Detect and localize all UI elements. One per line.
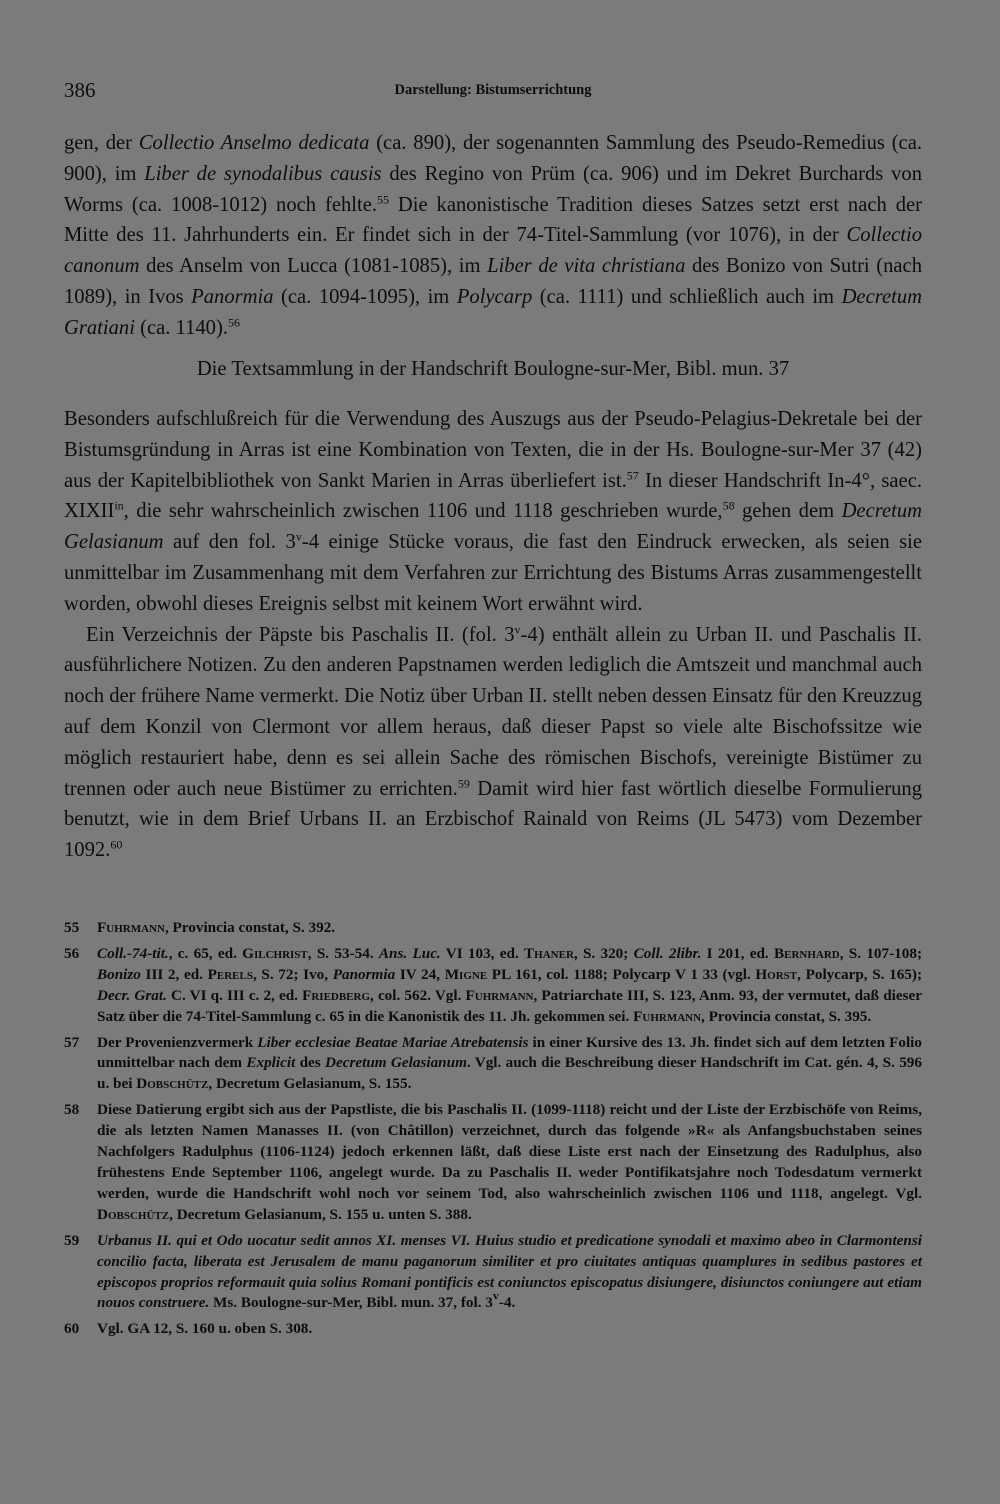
author-name: Fuhrmann — [465, 986, 534, 1004]
footnote-60 — [64, 1319, 922, 1340]
text-run: . Vgl. auch die Beschreibung dieser Handschrift im Cat. gén. 4, S. 596 u. bei — [97, 1054, 922, 1093]
text-run: , S. 53-54. — [307, 944, 379, 962]
text-run: gen, der — [64, 132, 139, 154]
text-run: , Decretum Gelasianum, S. 155 u. unten S. 388. — [169, 1205, 472, 1223]
text-run: PL 161, col. 1188; Polycarp V 1 33 (vgl. — [487, 965, 756, 983]
text-run: (ca. 1094-1095), im — [273, 285, 457, 308]
text-run: , S. 72; Ivo, — [252, 965, 333, 983]
page-header — [64, 78, 922, 112]
text-run: , Provincia constat, S. 392. — [164, 919, 336, 936]
footnote-ref: 58 — [722, 498, 735, 513]
italic-text: Decretum Gelasianum — [64, 500, 922, 554]
footnote-text — [97, 1100, 922, 1225]
text-run: des Anselm von Lucca (1081-1085), im — [139, 255, 488, 278]
text-run: des Regino von Prüm (ca. 906) und im Dekret Burchards von Worms (ca. 1008-1012) noch fehlte. — [64, 162, 922, 216]
footnote-text — [97, 1319, 922, 1340]
footnote-57 — [64, 1033, 922, 1096]
text-run: , Provincia constat, S. 395. — [701, 1007, 872, 1025]
author-name: Thaner — [524, 944, 574, 962]
text-run: Damit wird hier fast wörtlich dieselbe Formulierung benutzt, wie in dem Brief Urbans II. an Erzbischof Rainald von Reims (JL 5473) vom Dezember 1092. — [64, 777, 922, 862]
footnote-ref: 57 — [626, 468, 639, 483]
italic-text: Ans. Luc. — [378, 944, 441, 962]
text-run: , c. 65, ed. — [168, 944, 243, 962]
footnote-number: 57 — [64, 1033, 80, 1051]
author-name: Migne — [444, 965, 488, 983]
text-run: , S. 107-108; — [839, 944, 923, 962]
paragraph-1 — [64, 128, 922, 344]
italic-text: Decretum Gratiani — [64, 285, 922, 339]
footnote-ref: in — [114, 498, 124, 513]
author-name: Bernhard — [773, 944, 840, 962]
text-run: auf den fol. 3 — [163, 531, 296, 554]
text-run: , Decretum Gelasianum, S. 155. — [208, 1075, 412, 1093]
body-paragraphs — [64, 404, 922, 866]
italic-text: Coll.-74-tit. — [97, 944, 169, 962]
text-run: In dieser Handschrift In-4°, saec. XIXII — [64, 469, 922, 523]
footnote-text — [97, 1231, 922, 1315]
italic-text: Explicit — [246, 1054, 296, 1072]
author-name: Gilchrist — [242, 944, 308, 962]
footnote-ref: v — [295, 529, 302, 544]
footnote-ref: 56 — [227, 315, 240, 330]
text-run: Vgl. GA 12, S. 160 u. oben S. 308. — [97, 1320, 313, 1338]
footnote-ref: v — [492, 1288, 499, 1303]
italic-text: Decr. Grat. — [97, 986, 167, 1004]
text-run: , Polycarp, S. 165); — [797, 965, 923, 983]
paragraph-3-text — [64, 620, 922, 866]
footnote-number: 55 — [64, 919, 80, 936]
author-name: Friedberg — [302, 986, 371, 1004]
footnote-59 — [64, 1231, 922, 1315]
text-run: -4) enthält allein zu Urban II. und Paschalis II. ausführlichere Notizen. Zu den anderen Papstnamen werden lediglich die Amtszeit und manchmal auch noch der frühere Name vermerkt. Die Notiz über Urban II. stellt neben dessen Einsatz für den Kreuzzug auf dem Konzil von Clermont vor allem heraus, daß dieser Papst so viele alte Bischofssitze wie möglich restauriert habe, denn es sei allein Sache des römischen Bischofs, vereinigte Bistümer zu trennen oder auch neue Bistümer zu errichten. — [64, 623, 922, 800]
text-run: in einer Kursive des 13. Jh. findet sich auf dem letzten Folio unmittelbar nach dem — [97, 1033, 922, 1072]
footnote-text — [97, 944, 922, 1028]
page-number: 386 — [64, 78, 96, 102]
text-run: IV 24, — [395, 965, 445, 983]
italic-text: Urbanus II. qui et Odo uocatur sedit annos XI. menses VI. Huius studio et predicatione synodali et maximo abeo in Clarmontensi concilio facta, liberata est Jerusalem de manu paganorum similiter et pro ciuitates antiquas quamplures in sedibus pastores et episcopos proprios reformauit quia solius Romani pontificis est coniunctos episcopatus disiungere, disiunctos coniungere aut etiam nouos construere. — [97, 1231, 922, 1312]
text-run: (ca. 1140). — [134, 316, 228, 339]
italic-text: Panormia — [191, 285, 274, 308]
text-run: -4 einige Stücke voraus, die fast den Eindruck erwecken, als seien sie unmittelbar im Zusammenhang mit dem Verfahren zur Errichtung des Bistums Arras zusammengestellt worden, obwohl dieses Ereignis selbst mit keinem Wort erwähnt wird. — [64, 531, 923, 615]
footnotes — [64, 918, 922, 1345]
author-name: Dobschütz — [97, 1205, 170, 1223]
italic-text: Bonizo — [97, 965, 141, 983]
running-head: Darstellung: Bistumserrichtung — [394, 82, 592, 98]
text-run: , die sehr wahrscheinlich zwischen 1106 und 1118 geschrieben wurde, — [123, 500, 723, 523]
text-run: Die kanonistische Tradition dieses Satzes setzt erst nach der Mitte des 11. Jahrhunderts ein. Er findet sich in der 74-Titel-Sammlung (vor 1076), in der — [64, 193, 922, 247]
text-run: VI 103, ed. — [440, 944, 525, 962]
italic-text: Liber de vita christiana — [487, 255, 686, 278]
text-run: , S. 320; — [573, 944, 634, 962]
footnote-55 — [64, 918, 922, 939]
text-run: des Bonizo von Sutri (nach 1089), in Ivos — [64, 255, 922, 308]
footnote-ref: 59 — [457, 776, 470, 791]
footnote-number: 60 — [64, 1320, 80, 1338]
text-run: I 201, ed. — [701, 944, 774, 962]
text-run: -4. — [498, 1294, 516, 1312]
footnote-ref: v — [514, 622, 521, 637]
italic-text: Collectio canonum — [64, 224, 922, 278]
footnote-number: 56 — [64, 944, 80, 962]
text-run: , col. 562. Vgl. — [370, 986, 466, 1004]
text-run: III 2, ed. — [140, 965, 208, 983]
italic-text: Collectio Anselmo dedicata — [138, 132, 370, 154]
author-name: Horst — [755, 965, 798, 983]
text-run: Ein Verzeichnis der Päpste bis Paschalis II. (fol. 3 — [86, 623, 515, 646]
footnote-text — [97, 918, 922, 939]
footnote-58 — [64, 1100, 922, 1225]
text-run: Diese Datierung ergibt sich aus der Papstliste, die bis Paschalis II. (1099-1118) reicht und der Liste der Erzbischöfe von Reims, die als letzten Namen Manasses II. (von Châtillon) verzeichnet, durch das folgende »R« als Anfangsbuchstaben seines Nachfolgers Radulphus (1106-1124) jedoch erkennen läßt, daß diese Liste erst nach der Einsetzung des Radulphus, also frühestens Ende September 1106, angelegt wurde. Da zu Paschalis II. weder Pontifikatsjahre noch Todesdatum vermerkt werden, wurde die Handschrift wohl noch vor seinem Tod, also wahrscheinlich zwischen 1106 und 1118, angelegt. Vgl. — [97, 1101, 922, 1202]
footnote-ref: 55 — [377, 192, 389, 207]
paragraph-2-text — [64, 404, 922, 620]
italic-text: Coll. 2libr. — [633, 944, 702, 962]
text-run: Ms. Boulogne-sur-Mer, Bibl. mun. 37, fol. 3 — [209, 1294, 493, 1312]
footnote-text — [97, 1033, 922, 1096]
author-name: Fuhrmann — [633, 1007, 702, 1025]
section-heading: Die Textsammlung in der Handschrift Boulogne-sur-Mer, Bibl. mun. 37 — [196, 358, 790, 380]
author-name: Fuhrmann — [97, 919, 165, 936]
text-run: C. VI q. III c. 2, ed. — [166, 986, 303, 1004]
italic-text: Liber de synodalibus causis — [144, 162, 382, 185]
italic-text: Polycarp — [456, 285, 533, 308]
text-run: Der Provenienzvermerk — [97, 1033, 258, 1051]
italic-text: Decretum Gelasianum — [325, 1054, 467, 1072]
text-run: (ca. 890), der sogenannten Sammlung des Pseudo-Remedius (ca. 900), im — [64, 132, 922, 185]
paragraph-1-text — [64, 128, 922, 344]
author-name: Dobschütz — [136, 1075, 209, 1093]
footnote-number: 59 — [64, 1231, 80, 1249]
author-name: Perels — [207, 965, 253, 983]
text-run: gehen dem — [734, 500, 842, 523]
italic-text: Liber ecclesiae Beatae Mariae Atrebatensis — [257, 1033, 529, 1051]
text-run: (ca. 1111) und schließlich auch im — [532, 285, 842, 308]
text-run: , Patriarchate III, S. 123, Anm. 93, der vermutet, daß dieser Satz über die 74-Titel-Sammlung c. 65 in die Kanonistik des 11. Jh. gekommen sei. — [97, 986, 923, 1025]
footnote-56 — [64, 944, 922, 1028]
footnote-number: 58 — [64, 1101, 80, 1119]
text-run: des — [295, 1054, 326, 1072]
text-run: Besonders aufschlußreich für die Verwendung des Auszugs aus der Pseudo-Pelagius-Dekretale bei der Bistumsgründung in Arras ist eine Kombination von Texten, die in der Hs. Boulogne-sur-Mer 37 (42) aus der Kapitelbibliothek von Sankt Marien in Arras überliefert ist. — [64, 408, 922, 492]
footnote-ref: 60 — [110, 837, 123, 852]
italic-text: Panormia — [332, 965, 396, 983]
